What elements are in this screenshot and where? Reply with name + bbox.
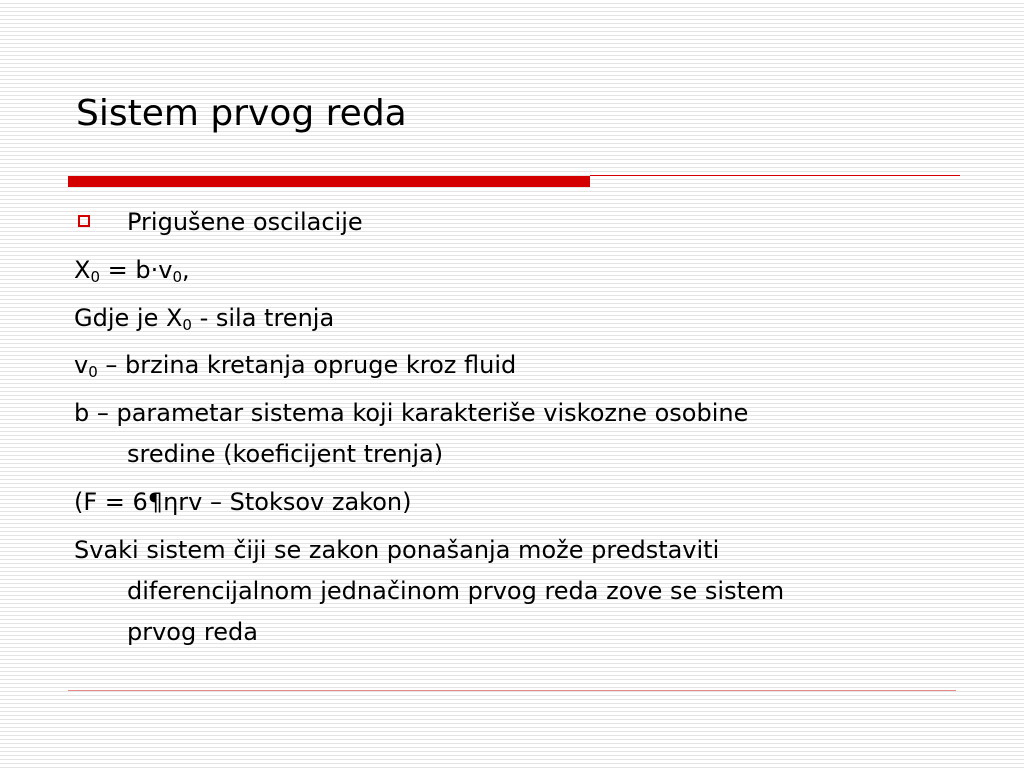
title-underline-thick — [68, 176, 590, 187]
equation-middle: = b·v — [100, 256, 173, 284]
title-underline-thin — [590, 175, 960, 176]
slide-title: Sistem prvog reda — [76, 93, 407, 134]
paragraph-line-3: prvog reda — [127, 618, 258, 646]
equation-subscript: 0 — [172, 268, 182, 286]
equation-line — [74, 250, 190, 291]
definition-prefix: Gdje je X — [74, 304, 183, 332]
definition-line — [74, 298, 334, 339]
equation-subscript: 0 — [90, 268, 100, 286]
velocity-prefix: v — [74, 351, 89, 379]
definition-subscript: 0 — [182, 316, 192, 334]
parameter-line-2: sredine (koeficijent trenja) — [127, 440, 444, 468]
equation-end: , — [181, 256, 190, 284]
footer-rule — [68, 690, 956, 691]
stokes-law-line: (F = 6¶ηrv – Stoksov zakon) — [74, 488, 412, 516]
paragraph-line-2: diferencijalnom jednačinom prvog reda zove se sistem — [127, 577, 785, 605]
velocity-line — [74, 345, 516, 386]
velocity-suffix: – brzina kretanja opruge kroz fluid — [97, 351, 517, 379]
paragraph-line-1: Svaki sistem čiji se zakon ponašanja može predstaviti — [74, 536, 720, 564]
hollow-square-icon — [78, 215, 90, 227]
definition-suffix: - sila trenja — [191, 304, 335, 332]
equation-x: X — [74, 256, 91, 284]
bullet-item: Prigušene oscilacije — [127, 208, 363, 236]
velocity-subscript: 0 — [88, 363, 98, 381]
parameter-line-1: b – parametar sistema koji karakteriše viskozne osobine — [74, 399, 749, 427]
